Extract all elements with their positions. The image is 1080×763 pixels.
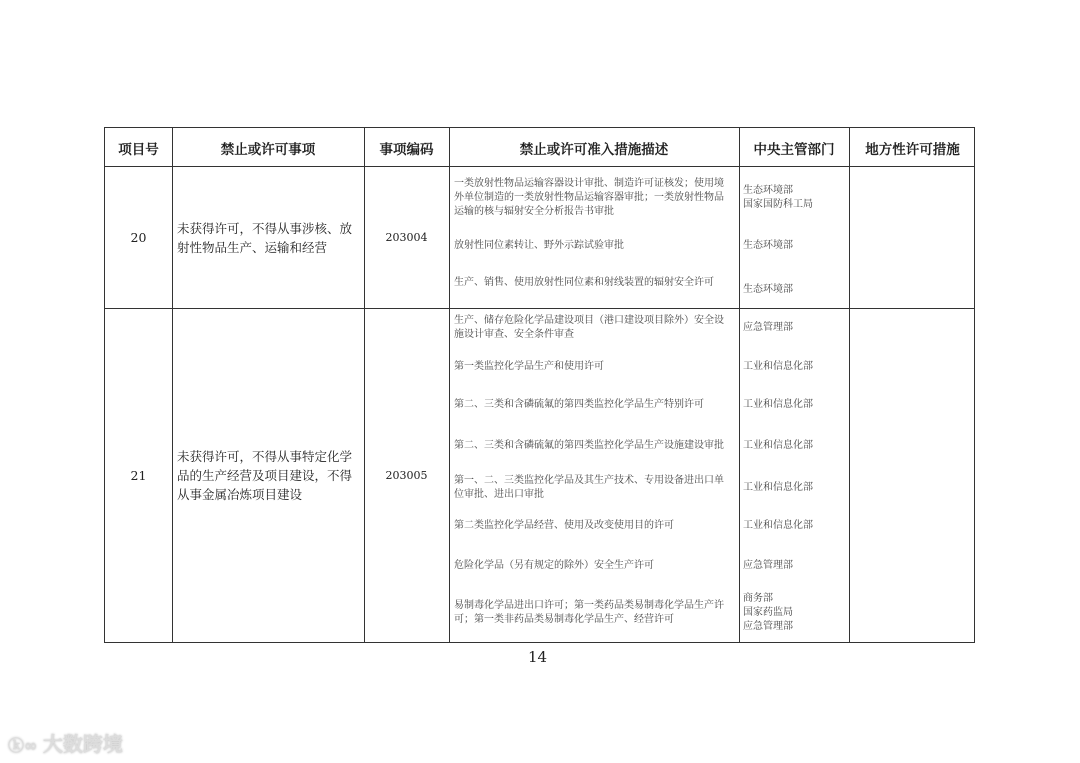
watermark-logo: ⓚ∞ 大数跨境 <box>8 732 123 756</box>
measure-desc: 第二、三类和含磷硫氟的第四类监控化学品生产特别许可 <box>454 399 704 410</box>
measure-desc: 放射性同位素转让、野外示踪试验审批 <box>454 240 624 251</box>
watermark-text: 大数跨境 <box>42 732 123 756</box>
measure-dept: 生态环境部 <box>743 284 793 295</box>
row-code: 203005 <box>385 469 428 482</box>
measure-dept: 工业和信息化部 <box>743 399 813 410</box>
measure-desc: 一类放射性物品运输容器设计审批、制造许可证核发；使用境外单位制造的一类放射性物品运输容器审批；一类放射性物品运输的核与辐射安全分析报告书审批 <box>454 178 724 217</box>
measure-dept: 应急管理部 <box>743 560 793 571</box>
header-no: 项目号 <box>118 141 159 158</box>
measure-dept: 商务部 国家药监局 应急管理部 <box>743 593 793 632</box>
row-number: 20 <box>130 230 147 245</box>
measure-dept: 工业和信息化部 <box>743 520 813 531</box>
measure-desc: 第一类监控化学品生产和使用许可 <box>454 361 604 372</box>
row-item: 未获得许可，不得从事特定化学品的生产经营及项目建设，不得从事金属冶炼项目建设 <box>177 449 353 502</box>
measure-desc: 危险化学品（另有规定的除外）安全生产许可 <box>454 560 654 571</box>
header-measures: 禁止或许可准入措施描述 <box>519 141 669 158</box>
measure-dept: 工业和信息化部 <box>743 482 813 493</box>
measure-desc: 第二、三类和含磷硫氟的第四类监控化学品生产设施建设审批 <box>454 440 724 451</box>
header-local: 地方性许可措施 <box>865 141 960 158</box>
measure-desc: 易制毒化学品进出口许可；第一类药品类易制毒化学品生产许可；第一类非药品类易制毒化学品生产、经营许可 <box>454 600 724 625</box>
measure-desc: 生产、储存危险化学品建设项目（港口建设项目除外）安全设施设计审查、安全条件审查 <box>454 315 724 340</box>
header-code: 事项编码 <box>379 141 434 158</box>
permit-table <box>104 127 975 643</box>
page-number: 14 <box>528 648 548 666</box>
measure-desc: 第一、二、三类监控化学品及其生产技术、专用设备进出口单位审批、进出口审批 <box>454 475 724 500</box>
row-item: 未获得许可，不得从事涉核、放射性物品生产、运输和经营 <box>177 220 353 255</box>
measure-desc: 第二类监控化学品经营、使用及改变使用目的许可 <box>454 520 674 531</box>
measure-dept: 工业和信息化部 <box>743 440 813 451</box>
measure-dept: 生态环境部 国家国防科工局 <box>743 185 813 210</box>
header-item: 禁止或许可事项 <box>220 141 316 158</box>
row-code: 203004 <box>385 231 428 244</box>
header-dept: 中央主管部门 <box>753 141 835 158</box>
measure-dept: 应急管理部 <box>743 322 793 333</box>
measure-dept: 工业和信息化部 <box>743 361 813 372</box>
row-number: 21 <box>130 468 147 483</box>
measure-desc: 生产、销售、使用放射性同位素和射线装置的辐射安全许可 <box>454 277 714 288</box>
measure-dept: 生态环境部 <box>743 240 793 251</box>
